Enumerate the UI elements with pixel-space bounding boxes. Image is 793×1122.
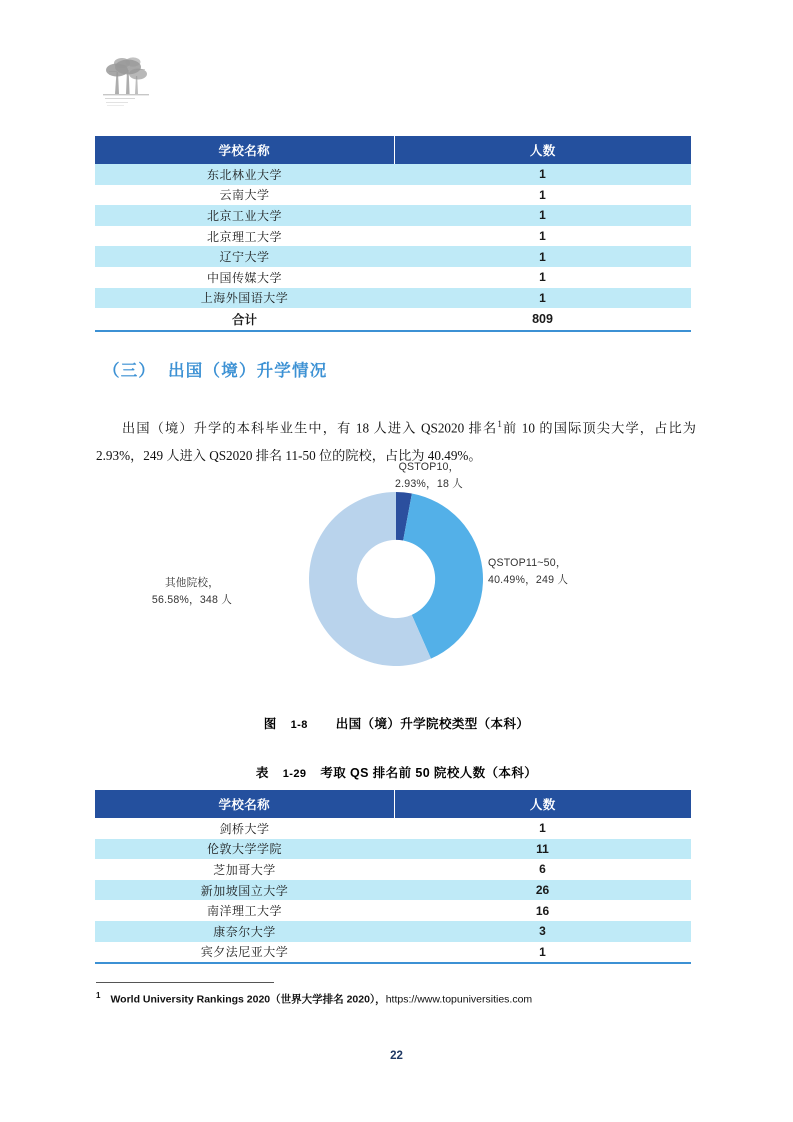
table-2-header-school: 学校名称 xyxy=(95,790,394,818)
paragraph-part-2: 前 10 的国际顶尖大学，占比为 2.93%，249 人进入 QS2020 排名 11-50 位的院校，占比为 40.49%。 xyxy=(96,420,696,463)
chart-label-other-schools xyxy=(132,575,252,608)
cell-count: 1 xyxy=(394,818,691,839)
table-row xyxy=(95,880,691,901)
cell-count: 6 xyxy=(394,859,691,880)
section-heading xyxy=(103,357,327,381)
chart-label-other-schools-line2: 56.58%，348 人 xyxy=(151,593,233,606)
cell-school-name: 辽宁大学 xyxy=(95,246,394,267)
cell-school-name: 北京理工大学 xyxy=(95,226,394,247)
cell-school-name: 南洋理工大学 xyxy=(95,900,394,921)
donut-chart xyxy=(96,455,696,685)
table-row xyxy=(95,164,691,185)
cell-count: 1 xyxy=(394,942,691,964)
donut-slice-group xyxy=(309,492,483,666)
figure-caption-label: 图 xyxy=(263,717,277,731)
chart-label-qstop11-50-line2: 40.49%，249 人 xyxy=(488,573,569,586)
table-2-header-count: 人数 xyxy=(394,790,691,818)
table-2-caption xyxy=(0,763,793,781)
table-row xyxy=(95,818,691,839)
donut-chart-svg xyxy=(300,483,492,675)
cell-count: 1 xyxy=(394,246,691,267)
footnote-mark: 1 xyxy=(96,991,101,1000)
section-heading-label: （三） xyxy=(103,362,157,380)
footnote xyxy=(96,991,696,1007)
table-row xyxy=(95,185,691,206)
chart-label-qstop10-line1: QSTOP10， xyxy=(398,461,460,473)
table-row xyxy=(95,900,691,921)
cell-count: 1 xyxy=(394,267,691,288)
cell-school-name: 康奈尔大学 xyxy=(95,921,394,942)
table-2-caption-label: 表 xyxy=(255,766,269,780)
cell-count: 1 xyxy=(394,205,691,226)
footnote-reference-mark: 1 xyxy=(497,419,502,430)
cell-school-name: 上海外国语大学 xyxy=(95,288,394,309)
footnote-text: World University Rankings 2020（世界大学排名 2020）， xyxy=(110,993,386,1006)
table-2-body xyxy=(95,818,691,963)
table-row xyxy=(95,859,691,880)
table-row xyxy=(95,839,691,860)
section-heading-title: 出国（境）升学情况 xyxy=(168,362,328,380)
tree-logo-watermark-icon xyxy=(95,46,167,114)
page-number: 22 xyxy=(390,1050,403,1062)
chart-label-qstop11-50 xyxy=(488,555,568,588)
cell-count: 1 xyxy=(394,226,691,247)
cell-total-count: 809 xyxy=(394,308,691,331)
chart-label-qstop10-line2: 2.93%，18 人 xyxy=(395,477,463,490)
cell-count: 11 xyxy=(394,839,691,860)
table-2-caption-title: 考取 QS 排名前 50 院校人数（本科） xyxy=(320,766,538,780)
cell-count: 3 xyxy=(394,921,691,942)
figure-caption xyxy=(0,714,793,732)
table-1-header-school: 学校名称 xyxy=(95,136,394,164)
cell-school-name: 北京工业大学 xyxy=(95,205,394,226)
table-header-row xyxy=(95,136,691,164)
figure-caption-title: 出国（境）升学院校类型（本科） xyxy=(335,717,530,731)
cell-school-name: 中国传媒大学 xyxy=(95,267,394,288)
footnote-separator xyxy=(96,982,274,983)
table-header-row xyxy=(95,790,691,818)
table-row xyxy=(95,205,691,226)
paragraph-part-1: 出国（境）升学的本科毕业生中，有 18 人进入 QS2020 排名 xyxy=(122,420,498,436)
table-row xyxy=(95,267,691,288)
cell-school-name: 新加坡国立大学 xyxy=(95,880,394,901)
table-row xyxy=(95,246,691,267)
cell-school-name: 云南大学 xyxy=(95,185,394,206)
chart-label-qstop11-50-line1: QSTOP11~50， xyxy=(488,557,567,569)
footnote-url[interactable]: https://www.topuniversities.com xyxy=(385,993,533,1006)
cell-count: 16 xyxy=(394,900,691,921)
cell-school-name: 芝加哥大学 xyxy=(95,859,394,880)
table-row xyxy=(95,921,691,942)
table-1-body xyxy=(95,164,691,331)
figure-caption-number: 1-8 xyxy=(290,719,308,731)
table-row xyxy=(95,942,691,964)
cell-count: 1 xyxy=(394,185,691,206)
school-count-table-1 xyxy=(95,136,691,332)
cell-total-label: 合计 xyxy=(95,308,394,331)
table-2-caption-number: 1-29 xyxy=(282,768,307,780)
chart-label-qstop10 xyxy=(374,459,484,492)
table-row xyxy=(95,226,691,247)
table-row xyxy=(95,288,691,309)
table-total-row xyxy=(95,308,691,331)
qs-top50-school-count-table-2 xyxy=(95,790,691,964)
cell-count: 1 xyxy=(394,288,691,309)
table-1-header-count: 人数 xyxy=(394,136,691,164)
cell-count: 1 xyxy=(394,164,691,185)
cell-school-name: 宾夕法尼亚大学 xyxy=(95,942,394,964)
cell-count: 26 xyxy=(394,880,691,901)
cell-school-name: 伦敦大学学院 xyxy=(95,839,394,860)
cell-school-name: 东北林业大学 xyxy=(95,164,394,185)
cell-school-name: 剑桥大学 xyxy=(95,818,394,839)
chart-label-other-schools-line1: 其他院校， xyxy=(165,577,219,589)
